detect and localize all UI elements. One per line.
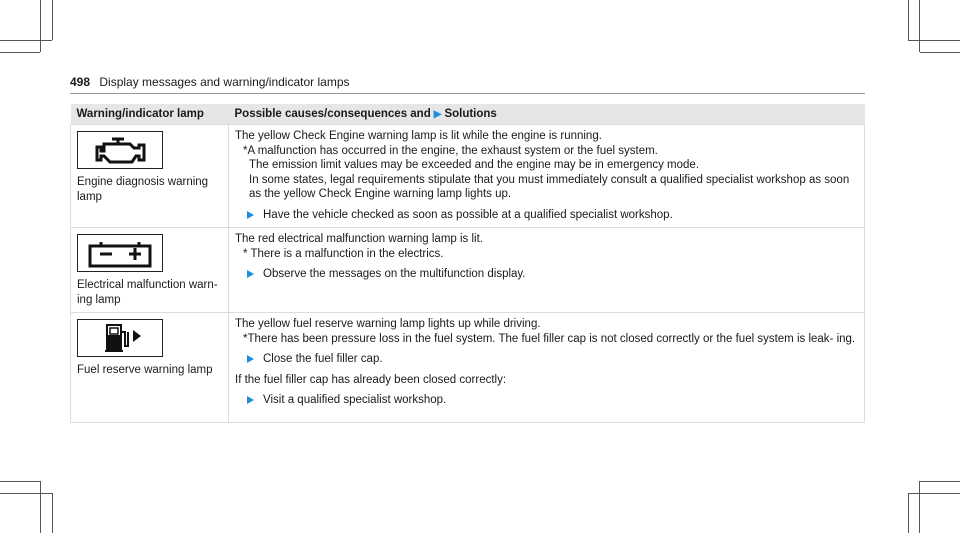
lamp-label: Electrical malfunction warn- ing lamp [77,279,218,306]
action-step: Visit a qualified specialist workshop. [235,393,858,408]
col-lamp-header: Warning/indicator lamp [71,104,229,125]
engine-check-icon [77,131,163,169]
crop-mark [919,0,920,52]
page-number: 498 [70,75,91,89]
fuel-pump-icon [77,319,163,357]
cause-text: *A malfunction has occurred in the engine, the exhaust system or the fuel system. [243,144,658,157]
page-header [70,75,350,89]
crop-mark [0,52,40,53]
solution-cell [229,125,865,228]
crop-mark [920,481,960,482]
table-header-row [71,104,865,125]
crop-mark [40,0,41,52]
crop-mark [52,493,53,533]
battery-icon [77,234,163,272]
solution-cell [229,228,865,313]
crop-mark [919,481,920,533]
crop-mark [908,40,960,41]
action-step: Close the fuel filler cap. [235,352,858,367]
crop-mark [0,493,52,494]
crop-mark [40,481,41,533]
lamp-cell [71,228,229,313]
action-step: Observe the messages on the multifunction display. [235,267,858,282]
table-row [71,125,865,228]
col-solutions-header: Possible causes/consequences and ▶ Solutions [229,104,865,125]
lamp-label: Fuel reserve warning lamp [77,364,213,376]
cause-text: * There is a malfunction in the electrics. [243,247,444,260]
crop-mark [0,40,52,41]
lamp-cell [71,125,229,228]
crop-mark [908,0,909,40]
table-row [71,313,865,423]
solution-cell [229,313,865,423]
page-title: Display messages and warning/indicator lamps [99,75,350,89]
table-row [71,228,865,313]
situation-text: The yellow Check Engine warning lamp is lit while the engine is running. [235,130,602,142]
cause-text: *There has been pressure loss in the fuel system. The fuel filler cap is not closed correctly or the fuel system is leak- ing. [243,332,856,345]
arrow-icon: ▶ [433,109,442,120]
crop-mark [52,0,53,40]
situation-text: The yellow fuel reserve warning lamp lights up while driving. [235,318,541,330]
header-rule [70,93,865,94]
lamp-label: Engine diagnosis warning lamp [77,176,209,203]
action-step: Have the vehicle checked as soon as possible at a qualified specialist workshop. [235,208,858,223]
situation-text: The red electrical malfunction warning lamp is lit. [235,233,483,245]
lamp-cell [71,313,229,423]
warning-lamp-table [70,104,865,423]
detail-text: In some states, legal requirements stipulate that you must immediately consult a qualified specialist workshop as soon as the yellow Check Engine warning lamp lights up. [249,173,850,200]
crop-mark [908,493,960,494]
crop-mark [0,481,40,482]
crop-mark [908,493,909,533]
crop-mark [920,52,960,53]
detail-text: The emission limit values may be exceeded and the engine may be in emergency mode. [249,159,700,171]
followup-text: If the fuel filler cap has already been closed correctly: [235,373,507,386]
